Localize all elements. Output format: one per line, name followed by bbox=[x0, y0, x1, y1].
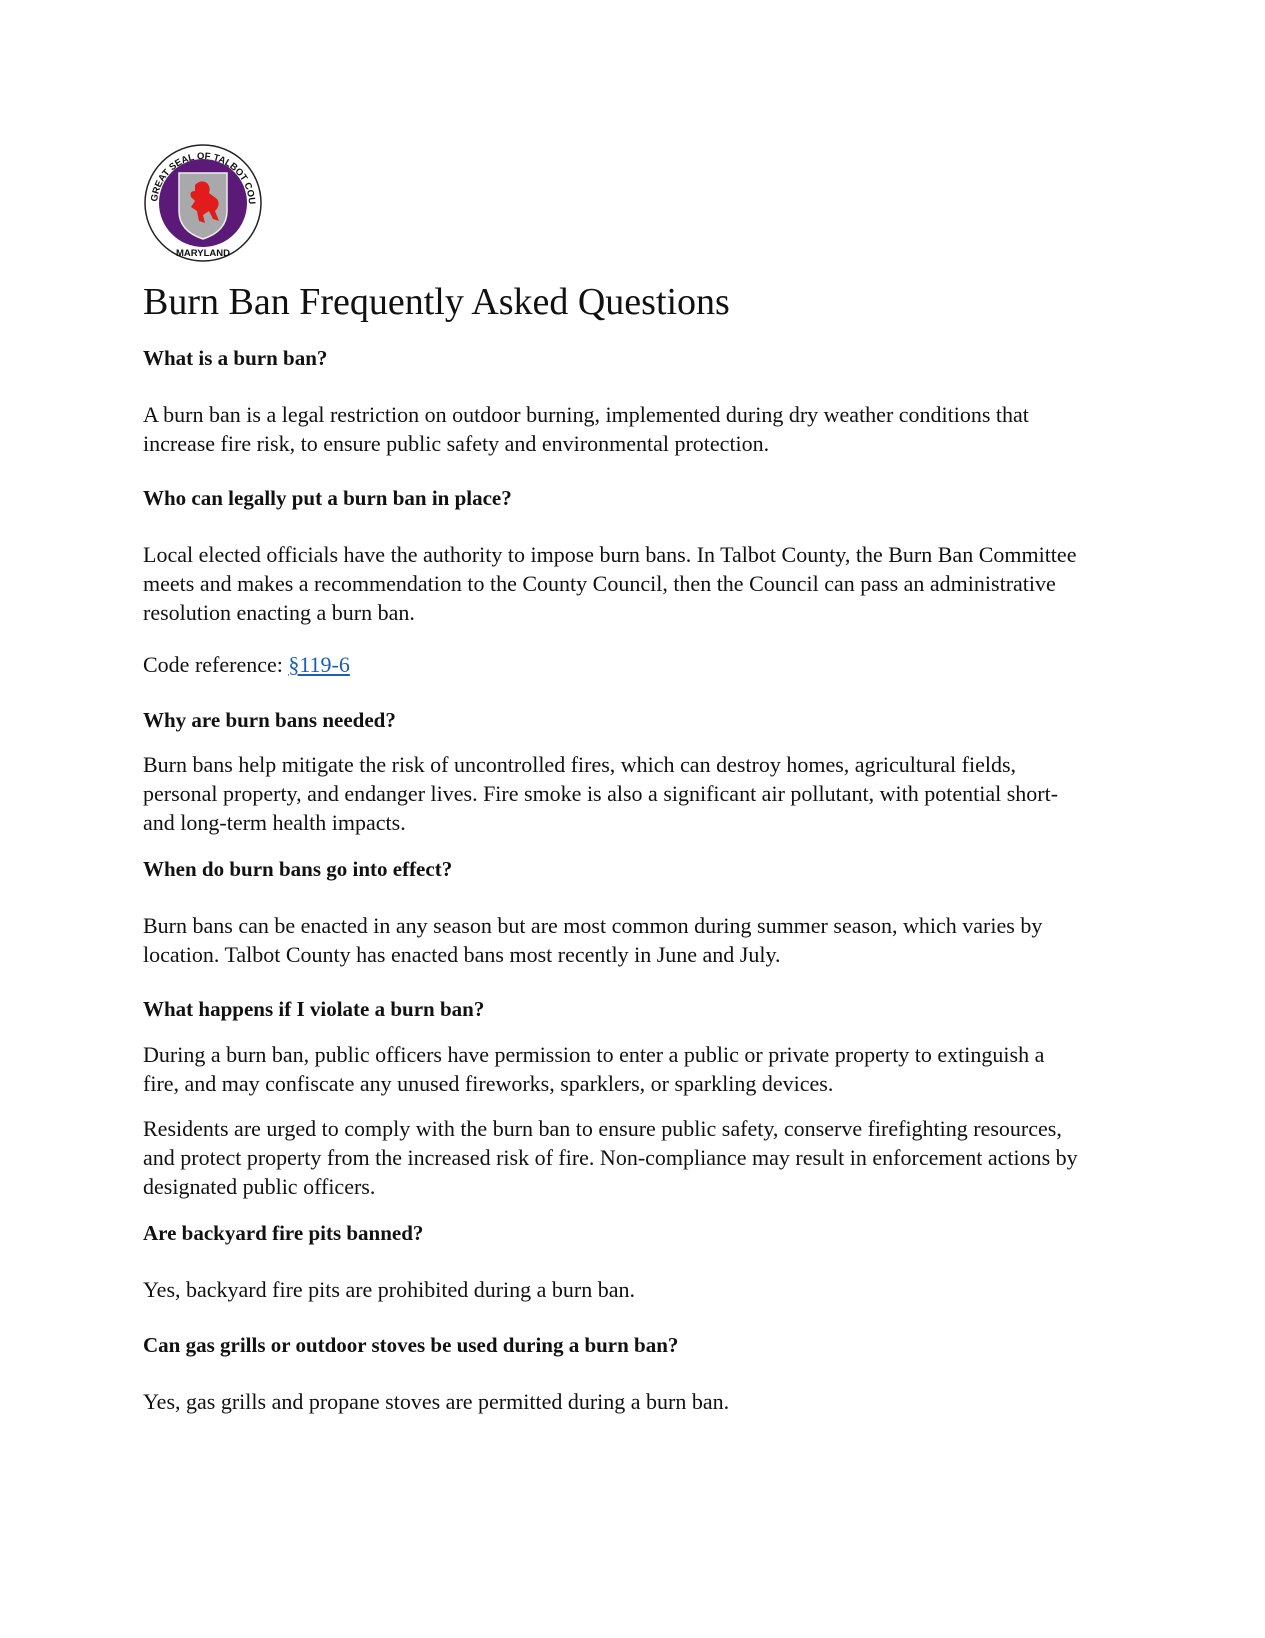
faq-question: Are backyard fire pits banned? bbox=[143, 1221, 424, 1245]
svg-text:MARYLAND: MARYLAND bbox=[175, 248, 231, 259]
faq-question: Who can legally put a burn ban in place? bbox=[143, 486, 512, 510]
page-title: Burn Ban Frequently Asked Questions bbox=[143, 281, 730, 323]
faq-answer: During a burn ban, public officers have permission to enter a public or private property to extinguish a fire, and may confiscate any unused fireworks, sparklers, or sparkling devices. bbox=[143, 1042, 1045, 1096]
code-reference bbox=[143, 650, 1078, 679]
faq-answer: Burn bans can be enacted in any season but are most common during summer season, which varies by location. Talbot County has enacted bans most recently in June and July. bbox=[143, 913, 1043, 967]
faq-answer: Local elected officials have the authority to impose burn bans. In Talbot County, the Burn Ban Committee meets and makes a recommendation to the County Council, then the Council can pass an administrative resolution enacting a burn ban. bbox=[143, 542, 1077, 625]
faq-question: When do burn bans go into effect? bbox=[143, 857, 453, 881]
code-reference-link[interactable]: §119-6 bbox=[288, 652, 350, 677]
faq-answer: Burn bans help mitigate the risk of uncontrolled fires, which can destroy homes, agricultural fields, personal property, and endanger lives. Fire smoke is also a significant air pollutant, with potential short- and long-term health impacts. bbox=[143, 752, 1059, 835]
talbot-county-seal-logo bbox=[143, 143, 263, 263]
svg-text:THE GREAT SEAL OF TALBOT COUNT: GREAT SEAL OF TALBOT COU bbox=[149, 150, 258, 205]
faq-question: Can gas grills or outdoor stoves be used during a burn ban? bbox=[143, 1333, 679, 1357]
faq-answer: Yes, backyard fire pits are prohibited during a burn ban. bbox=[143, 1277, 636, 1302]
code-reference-label: Code reference: bbox=[143, 652, 289, 677]
faq-answer: Yes, gas grills and propane stoves are permitted during a burn ban. bbox=[143, 1389, 730, 1414]
faq-question: Why are burn bans needed? bbox=[143, 708, 396, 732]
faq-question: What is a burn ban? bbox=[143, 346, 328, 370]
faq-answer: A burn ban is a legal restriction on outdoor burning, implemented during dry weather conditions that increase fire risk, to ensure public safety and environmental protection. bbox=[143, 402, 1029, 456]
faq-question: What happens if I violate a burn ban? bbox=[143, 997, 485, 1021]
faq-answer: Residents are urged to comply with the burn ban to ensure public safety, conserve firefighting resources, and protect property from the increased risk of fire. Non-compliance may result in enforcement actions by designated public officers. bbox=[143, 1116, 1078, 1199]
